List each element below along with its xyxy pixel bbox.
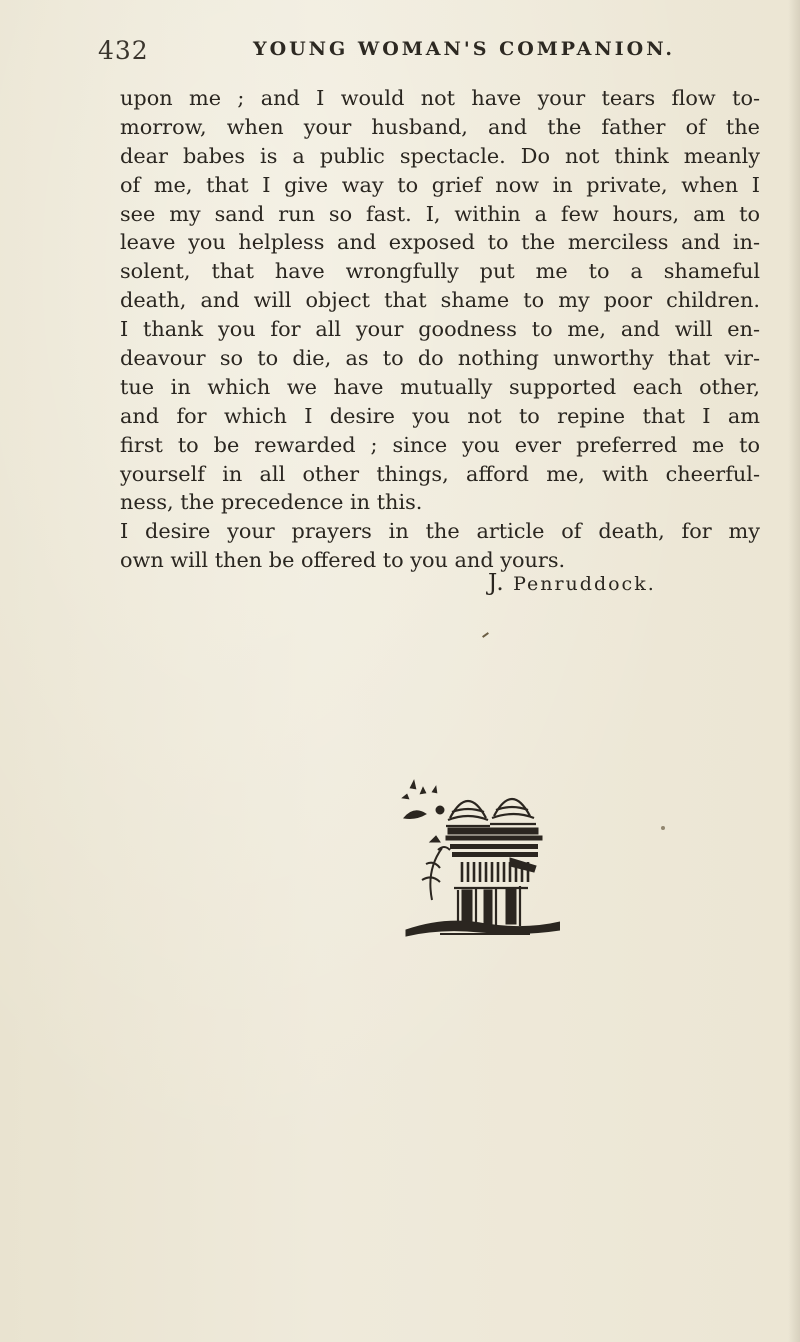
text-line: solent, that have wrongfully put me to a shameful (120, 259, 760, 284)
text-line: first to be rewarded ; since you ever preferred me to (120, 432, 760, 457)
text-line: ness, the precedence in this. (120, 490, 423, 515)
text-line: own will then be offered to you and yours. (120, 548, 566, 573)
text-line: see my sand run so fast. I, within a few hours, am to (120, 201, 760, 226)
signature-name: Penruddock. (513, 573, 656, 595)
text-line: death, and will object that shame to my poor children. (120, 288, 760, 313)
ink-speck (661, 826, 665, 830)
signature-initial: J. (488, 570, 505, 596)
letter-body (120, 84, 760, 575)
ink-speck (482, 632, 489, 638)
page-number: 432 (98, 36, 149, 65)
text-line: tue in which we have mutually supported each other, (120, 374, 760, 399)
text-line: leave you helpless and exposed to the merciless and in- (120, 230, 760, 255)
page-edge-shadow (788, 0, 800, 1342)
text-line: of me, that I give way to grief now in private, when I (120, 172, 760, 197)
text-line: morrow, when your husband, and the father of the (120, 114, 760, 139)
text-line: dear babes is a public spectacle. Do not think meanly (120, 143, 760, 168)
text-line: yourself in all other things, afford me, with cheerful- (120, 461, 760, 486)
text-line: and for which I desire you not to repine that I am (120, 403, 760, 428)
tailpiece-vignette (380, 770, 560, 940)
signature (488, 570, 656, 596)
text-line: I thank you for all your goodness to me, and will en- (120, 317, 760, 342)
running-head: YOUNG WOMAN'S COMPANION. (253, 38, 675, 60)
text-line: upon me ; and I would not have your tears flow to- (120, 86, 760, 110)
text-line: deavour so to die, as to do nothing unworthy that vir- (120, 346, 760, 371)
text-line: I desire your prayers in the article of death, for my (120, 519, 760, 544)
page-header (98, 36, 748, 66)
